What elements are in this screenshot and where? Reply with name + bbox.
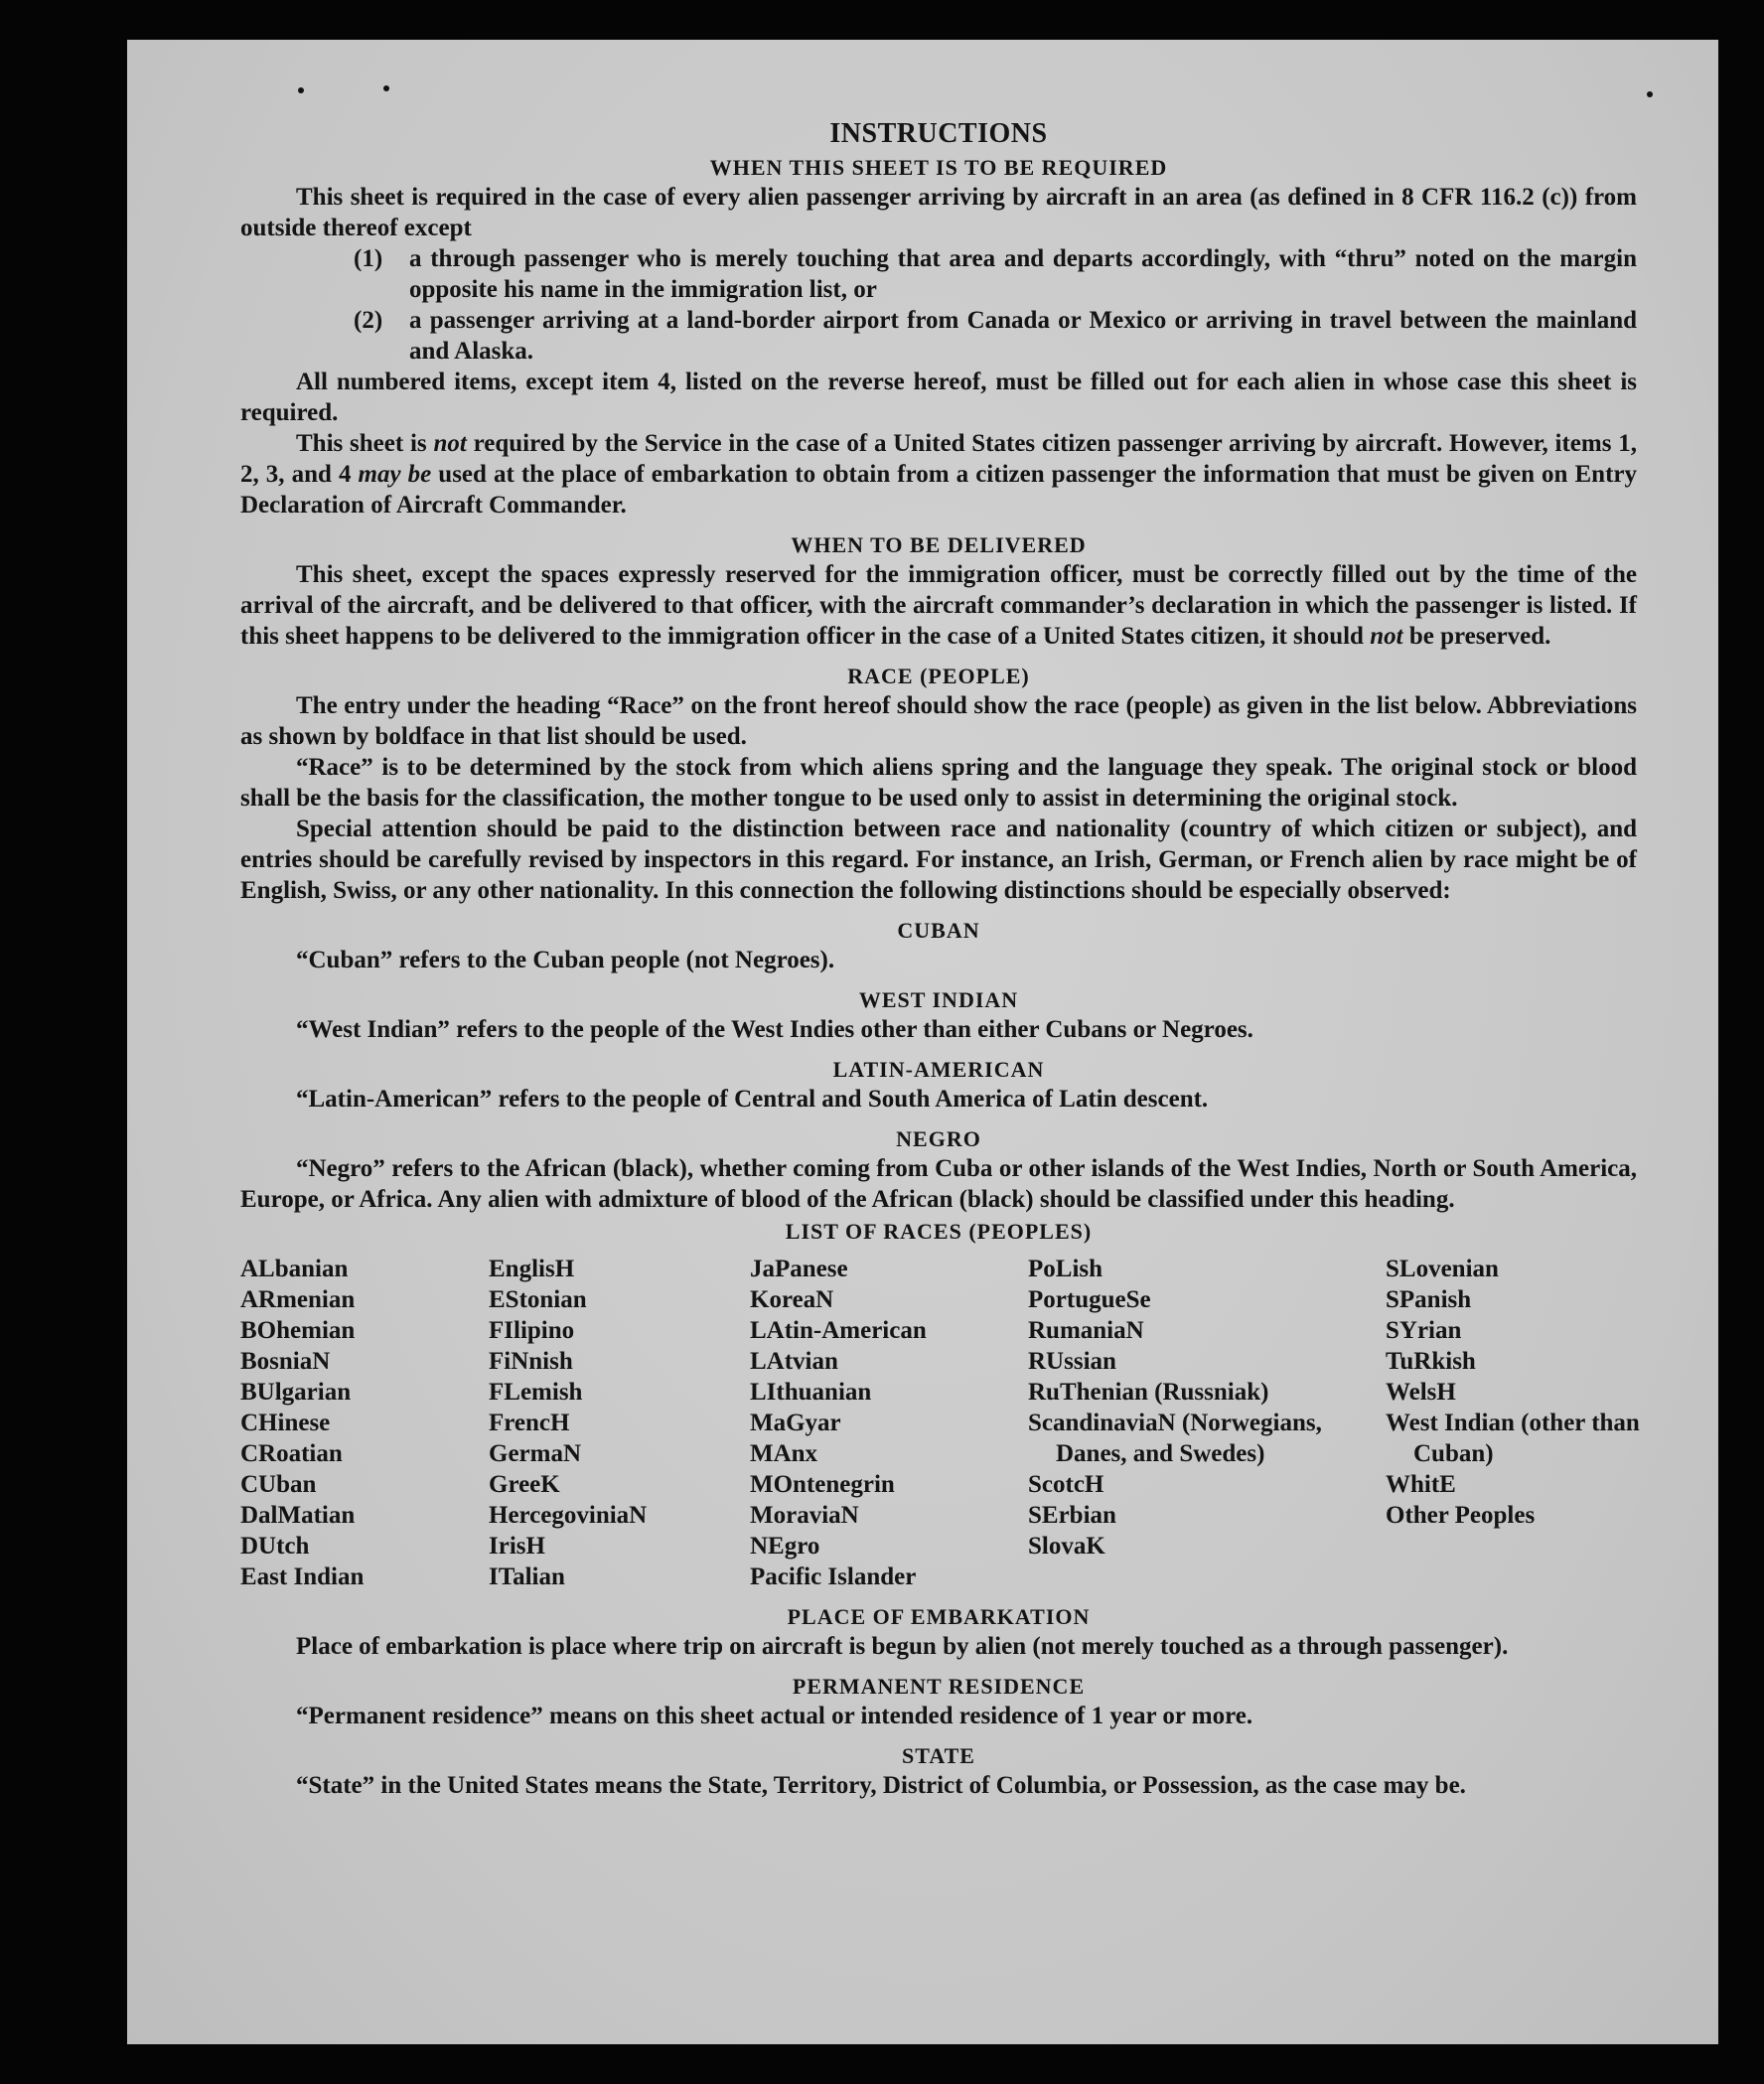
races-column [240,1254,489,1592]
instructions-content [240,117,1640,1801]
race-entry: CRoatian [240,1440,343,1467]
race-entry: DalMatian [240,1502,356,1529]
race-paragraph-2: “Race” is to be determined by the stock from which aliens spring and the language they speak. The original stock or blood shall be the basis for the classification, the mother tongue to be used only to assist in determining the original stock. [240,754,1637,812]
race-entry: MOntenegrin [750,1471,895,1498]
scan-speck [383,85,389,91]
race-entry: WelsH [1386,1379,1456,1406]
latin-american-text: “Latin-American” refers to the people of Central and South America of Latin descent. [296,1086,1209,1113]
heading-list-of-races: LIST OF RACES (PEOPLES) [785,1219,1093,1244]
heading-when-delivered: WHEN TO BE DELIVERED [791,532,1087,557]
heading-place-of-embarkation: PLACE OF EMBARKATION [787,1604,1091,1629]
west-indian-text: “West Indian” refers to the people of the West Indies other than either Cubans or Negroes. [296,1016,1253,1043]
races-column [1028,1254,1386,1592]
required-intro: This sheet is required in the case of every alien passenger arriving by aircraft in an area (as defined in 8 CFR 116.2 (c)) from outside thereof except [240,184,1637,241]
race-entry: CUban [240,1471,317,1498]
race-entry: West Indian (other than Cuban) [1386,1410,1640,1467]
race-entry: RUssian [1028,1348,1116,1375]
race-entry: NEgro [750,1533,820,1560]
document-page [127,40,1718,2044]
race-entry: Pacific Islander [750,1563,917,1590]
race-entry: PoLish [1028,1256,1103,1282]
race-entry: SErbian [1028,1502,1116,1529]
race-entry: IrisH [489,1533,545,1560]
race-entry: SYrian [1386,1317,1462,1344]
exception-text: a through passenger who is merely touching that area and departs accordingly, with “thru” noted on the margin opposite his name in the immigration list, or [409,245,1637,303]
race-entry: MoraviaN [750,1502,859,1529]
race-entry: RumaniaN [1028,1317,1144,1344]
heading-latin-american: LATIN-AMERICAN [832,1057,1045,1082]
race-entry: RuThenian (Russniak) [1028,1379,1269,1406]
delivered-paragraph: This sheet, except the spaces expressly reserved for the immigration officer, must be correctly filled out by the time of the arrival of the aircraft, and be delivered to that officer, with the aircraft commander’s declaration in which the passenger is listed. If this sheet happens to be delivered to the immigration officer in the case of a United States citizen, it should not be preserved. [240,561,1637,650]
exception-text: a passenger arriving at a land-border airport from Canada or Mexico or arriving in travel between the mainland and Alaska. [409,307,1637,365]
page-title: INSTRUCTIONS [829,118,1048,149]
race-entry: MaGyar [750,1410,841,1436]
race-entry: FIlipino [489,1317,575,1344]
race-entry: BOhemian [240,1317,356,1344]
exception-number: (2) [354,307,383,334]
race-entry: LAtin-American [750,1317,927,1344]
race-entry: TuRkish [1386,1348,1476,1375]
race-entry: LAtvian [750,1348,838,1375]
race-entry: ALbanian [240,1256,349,1282]
race-entry: JaPanese [750,1256,848,1282]
scan-speck [1647,91,1653,97]
heading-cuban: CUBAN [897,918,980,943]
heading-race: RACE (PEOPLE) [847,664,1030,688]
negro-text: “Negro” refers to the African (black), whether coming from Cuba or other islands of the West Indies, North or South America, Europe, or Africa. Any alien with admixture of blood of the African (black) should be classified under this heading. [240,1155,1637,1213]
heading-permanent-residence: PERMANENT RESIDENCE [792,1674,1086,1699]
race-entry: SlovaK [1028,1533,1105,1560]
race-entry: PortugueSe [1028,1286,1151,1313]
numbered-items-paragraph: All numbered items, except item 4, listed on the reverse hereof, must be filled out for each alien in whose case this sheet is required. [240,369,1637,426]
race-entry: LIthuanian [750,1379,872,1406]
race-entry: ARmenian [240,1286,356,1313]
race-paragraph-3: Special attention should be paid to the distinction between race and nationality (country of which citizen or subject), and entries should be carefully revised by inspectors in this regard. For instance, an Irish, German, or French alien by race might be of English, Swiss, or any other nationality. In this connection the following distinctions should be especially observed: [240,816,1637,904]
residence-text: “Permanent residence” means on this sheet actual or intended residence of 1 year or more. [296,1703,1253,1729]
race-entry: BUlgarian [240,1379,352,1406]
race-entry: East Indian [240,1563,365,1590]
exception-item-1 [240,243,1637,305]
race-entry: ScotcH [1028,1471,1104,1498]
heading-state: STATE [902,1743,975,1768]
race-entry: KoreaN [750,1286,834,1313]
race-entry: ITalian [489,1563,565,1590]
race-entry: FiNnish [489,1348,573,1375]
race-entry: EStonian [489,1286,587,1313]
state-text: “State” in the United States means the State, Territory, District of Columbia, or Possession, as the case may be. [296,1772,1466,1799]
races-table [240,1254,1640,1592]
race-entry: SPanish [1386,1286,1472,1313]
embarkation-text: Place of embarkation is place where trip on aircraft is begun by alien (not merely touched as a through passenger). [296,1633,1509,1660]
scan-speck [298,87,304,93]
exception-number: (1) [354,245,383,272]
cuban-text: “Cuban” refers to the Cuban people (not Negroes). [296,947,835,973]
races-column [1386,1254,1640,1592]
heading-west-indian: WEST INDIAN [858,987,1019,1012]
race-entry: WhitE [1386,1471,1456,1498]
race-entry: MAnx [750,1440,818,1467]
race-entry: GreeK [489,1471,560,1498]
race-entry: BosniaN [240,1348,331,1375]
race-entry: EnglisH [489,1256,575,1282]
race-entry: ScandinaviaN (Norwegians, Danes, and Swedes) [1028,1410,1322,1467]
race-entry: CHinese [240,1410,331,1436]
race-entry: GermaN [489,1440,582,1467]
race-entry: HercegoviniaN [489,1502,648,1529]
race-entry: DUtch [240,1533,310,1560]
race-paragraph-1: The entry under the heading “Race” on the front hereof should show the race (people) as given in the list below. Abbreviations as shown by boldface in that list should be used. [240,692,1637,750]
race-entry: FLemish [489,1379,583,1406]
race-entry: FrencH [489,1410,570,1436]
races-column [489,1254,750,1592]
race-entry: Other Peoples [1386,1502,1536,1529]
heading-negro: NEGRO [896,1126,981,1151]
citizen-paragraph: This sheet is not required by the Service in the case of a United States citizen passenger arriving by aircraft. However, items 1, 2, 3, and 4 may be used at the place of embarkation to obtain from a citizen passenger the information that must be given on Entry Declaration of Aircraft Commander. [240,430,1637,519]
heading-when-required: WHEN THIS SHEET IS TO BE REQUIRED [709,155,1168,180]
exception-item-2 [240,305,1637,367]
races-column [750,1254,1028,1592]
race-entry: SLovenian [1386,1256,1499,1282]
